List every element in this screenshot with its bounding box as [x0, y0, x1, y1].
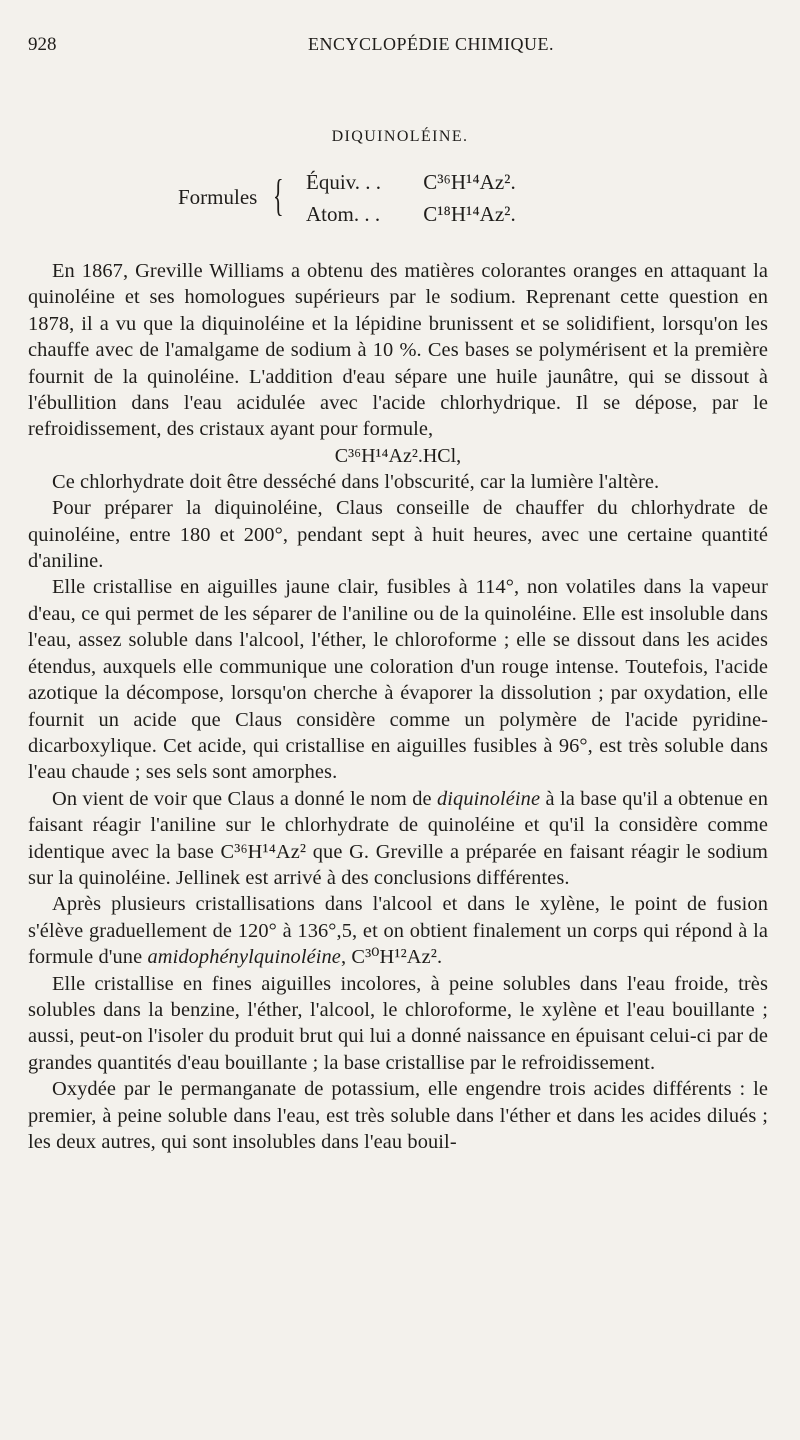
formula-name: Équiv. . . — [306, 170, 382, 194]
formula-value: C¹⁸H¹⁴Az². — [423, 202, 516, 226]
brace-icon: { — [273, 171, 284, 220]
formula-block — [178, 170, 598, 234]
italic-term: diquinoléine — [436, 787, 541, 810]
paragraph-preparation: Pour préparer la diquinoléine, Claus conseille de chauffer du chlorhydrate de quinoléine, entre 180 et 200°, pendant sept à huit heures, avec une certaine quantité d'aniline. — [28, 497, 768, 573]
formula-value: C³⁶H¹⁴Az². — [423, 170, 516, 194]
formula-row-atom — [306, 202, 516, 227]
text-run: Après plusieurs cristallisations dans l'alcool et dans le xylène, le point de fusion s'élève graduellement de 120° à 136°,5, et on obtient finalement un corps qui répond à la formule d'une — [28, 893, 768, 969]
section-title: DIQUINOLÉINE. — [331, 128, 469, 145]
formula-row-equiv — [306, 170, 516, 195]
page-header — [28, 34, 768, 60]
paragraph-crystallisation: Elle cristallise en fines aiguilles incolores, à peine solubles dans l'eau froide, très solubles dans la benzine, l'éther, l'alcool, le chloroforme, le xylène et l'eau bouillante ; aussi, peut-on l'isoler du produit brut qui lui a donné naissance en épuisant celui-ci par de grandes quantités d'eau bouillante ; la base cristallise par le refroidissement. — [28, 972, 768, 1074]
paragraph-drying: Ce chlorhydrate doit être desséché dans l'obscurité, car la lumière l'altère. — [52, 470, 660, 493]
text-run: à la base qu'il a obtenue en faisant réagir l'aniline sur le chlorhydrate de quinoléine et qu'il la considère comme identique avec la base C³⁶H¹⁴Az² que G. Greville a préparée en faisant réagir le sodium sur la quinoléine. Jellinek est arrivé à des conclusions différentes. — [28, 787, 768, 889]
formula-name: Atom. . . — [306, 202, 381, 226]
chlorhydrate-formula: C³⁶H¹⁴Az².HCl, — [334, 444, 462, 467]
text-run: , C³⁰H¹²Az². — [340, 946, 443, 969]
paragraph-properties: Elle cristallise en aiguilles jaune clair, fusibles à 114°, non volatiles dans la vapeur d'eau, ce qui permet de les séparer de l'aniline ou de la quinoléine. Elle est insoluble dans l'eau, assez soluble dans l'alcool, l'éther, le chloroforme ; elle se dissout dans les acides étendus, auxquels elle communique une coloration d'un rouge intense. Toutefois, l'acide azotique la décompose, lorsqu'on cherche à évaporer la dissolution ; par oxydation, elle fournit un acide que Claus considère comme un polymère de l'acide pyridine-dicarboxylique. Cet acide, qui cristallise en aiguilles fusibles à 96°, est très soluble dans l'eau chaude ; ses sels sont amorphes. — [28, 576, 768, 784]
paragraph-xylene — [28, 891, 768, 970]
running-title: ENCYCLOPÉDIE CHIMIQUE. — [308, 34, 554, 54]
page-number: 928 — [28, 34, 57, 55]
paragraph-oxidation: Oxydée par le permanganate de potassium, elle engendre trois acides différents : le premier, à peine soluble dans l'eau, est très soluble dans l'éther et dans les acides dilués ; les deux autres, qui sont insolubles dans l'eau bouil- — [28, 1078, 768, 1153]
body-text — [28, 258, 768, 1155]
paragraph-claus — [28, 786, 768, 892]
formula-label: Formules — [178, 185, 258, 209]
italic-term: amidophénylquinoléine — [147, 946, 341, 969]
text-run: On vient de voir que Claus a donné le nom de — [52, 787, 437, 810]
paragraph-history: En 1867, Greville Williams a obtenu des matières colorantes oranges en attaquant la quinoléine et ses homologues supérieurs par le sodium. Reprenant cette question en 1878, il a vu que la diquinoléine et la lépidine brunissent et se solidifient, lorsqu'on les chauffe avec de l'amalgame de sodium à 10 %. Ces bases se polymérisent et la première fournit de la quinoléine. L'addition d'eau sépare une huile jaunâtre, qui se dissout à l'ébullition dans l'eau acidulée avec l'acide chlorhydrique. Il se dépose, par le refroidissement, des cristaux ayant pour formule, — [28, 260, 768, 441]
